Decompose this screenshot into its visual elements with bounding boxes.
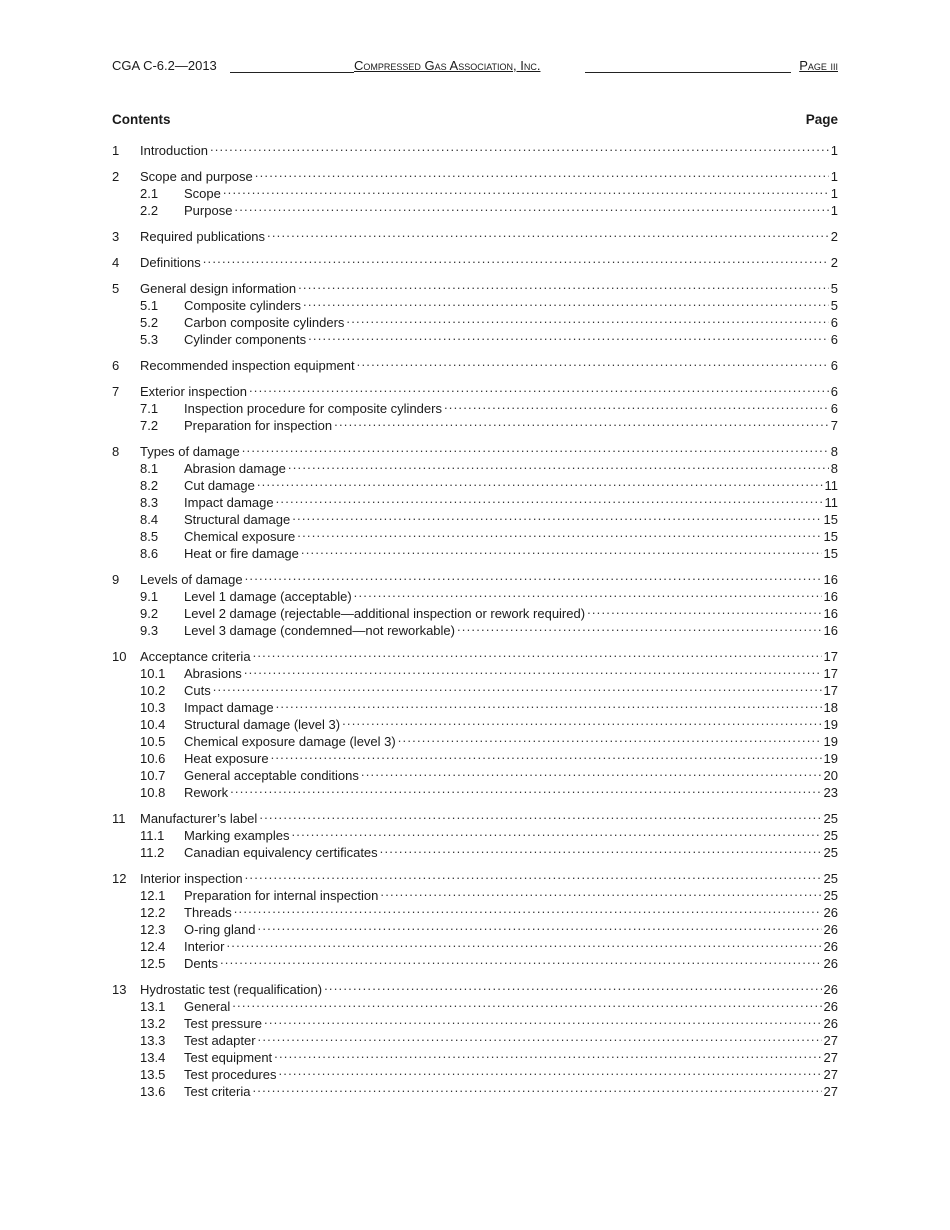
toc-dot-leader — [234, 900, 822, 917]
toc-dot-leader — [230, 780, 821, 797]
toc-entry-page: 1 — [830, 203, 838, 218]
toc-entry-number: 9.1 — [140, 589, 159, 604]
toc-entry-title: Cylinder components — [184, 332, 307, 347]
toc-entry-title: Composite cylinders — [184, 298, 302, 313]
toc-entry[interactable] — [112, 276, 838, 296]
toc-entry-number: 5.2 — [140, 315, 159, 330]
toc-section — [112, 276, 838, 347]
toc-entry-title: General — [184, 999, 231, 1014]
toc-entry-number: 12.5 — [140, 956, 166, 971]
toc-entry-number: 11.1 — [140, 828, 165, 843]
toc-entry-page: 26 — [823, 956, 838, 971]
toc-entry-number: 3 — [112, 229, 120, 244]
toc-dot-leader — [303, 293, 829, 310]
toc-subentry[interactable] — [112, 198, 838, 218]
toc-entry-title: Exterior inspection — [140, 384, 247, 399]
toc-entry-page: 16 — [823, 572, 838, 587]
toc-entry-number: 8.4 — [140, 512, 159, 527]
toc-dot-leader — [213, 678, 822, 695]
toc-entry-page: 8 — [830, 444, 838, 459]
toc-entry-page: 1 — [830, 169, 838, 184]
toc-dot-leader — [220, 951, 822, 968]
organization-name: Compressed Gas Association, Inc. — [354, 58, 541, 73]
toc-entry-title: Scope — [184, 186, 221, 201]
toc-entry-number: 7.2 — [140, 418, 159, 433]
toc-dot-leader — [223, 181, 829, 198]
toc-entry-page: 25 — [823, 828, 838, 843]
toc-dot-leader — [297, 524, 821, 541]
toc-entry[interactable] — [112, 866, 838, 886]
toc-dot-leader — [301, 541, 822, 558]
toc-dot-leader — [245, 567, 822, 584]
toc-entry-title: Carbon composite cylinders — [184, 315, 345, 330]
toc-entry-number: 13.5 — [140, 1067, 166, 1082]
toc-entry-number: 1 — [112, 143, 120, 158]
header-rule-right — [585, 72, 791, 73]
toc-dot-leader — [253, 644, 822, 661]
toc-entry-title: Manufacturer’s label — [140, 811, 258, 826]
toc-section — [112, 866, 838, 971]
toc-entry-page: 19 — [823, 751, 838, 766]
toc-entry-number: 8.3 — [140, 495, 159, 510]
toc-entry[interactable] — [112, 567, 838, 587]
toc-entry-title: Dents — [184, 956, 218, 971]
toc-entry-number: 10.3 — [140, 700, 166, 715]
toc-entry-title: General design information — [140, 281, 297, 296]
toc-section — [112, 806, 838, 860]
toc-dot-leader — [346, 310, 828, 327]
toc-dot-leader — [258, 1028, 822, 1045]
toc-entry-number: 12.3 — [140, 922, 166, 937]
toc-dot-leader — [361, 763, 822, 780]
toc-entry-page: 25 — [823, 888, 838, 903]
toc-entry-page: 17 — [823, 683, 838, 698]
toc-dot-leader — [276, 695, 822, 712]
toc-dot-leader — [398, 729, 822, 746]
toc-entry-title: Level 3 damage (condemned—not reworkable) — [184, 623, 455, 638]
toc-entry-title: Inspection procedure for composite cylinders — [184, 401, 442, 416]
toc-entry-number: 9.2 — [140, 606, 159, 621]
toc-entry-title: Canadian equivalency certificates — [184, 845, 378, 860]
toc-entry-title: Interior inspection — [140, 871, 243, 886]
toc-entry-number: 13.4 — [140, 1050, 166, 1065]
toc-entry-page: 16 — [823, 606, 838, 621]
toc-entry-title: Interior — [184, 939, 225, 954]
toc-entry-page: 15 — [823, 546, 838, 561]
toc-entry-number: 10.2 — [140, 683, 166, 698]
toc-section — [112, 164, 838, 218]
toc-dot-leader — [234, 198, 828, 215]
toc-entry-title: Level 2 damage (rejectable—additional inspection or rework required) — [184, 606, 586, 621]
toc-entry[interactable] — [112, 138, 838, 158]
toc-entry-title: Required publications — [140, 229, 266, 244]
toc-entry-title: Test pressure — [184, 1016, 263, 1031]
toc-dot-leader — [292, 823, 822, 840]
toc-dot-leader — [288, 456, 829, 473]
toc-subentry[interactable] — [112, 678, 838, 698]
toc-entry-page: 25 — [823, 845, 838, 860]
toc-dot-leader — [354, 584, 822, 601]
toc-entry-page: 25 — [823, 871, 838, 886]
toc-entry-number: 7 — [112, 384, 120, 399]
toc-entry-page: 8 — [830, 461, 838, 476]
toc-dot-leader — [279, 1062, 822, 1079]
toc-dot-leader — [444, 396, 829, 413]
toc-entry-page: 17 — [823, 649, 838, 664]
toc-dot-leader — [276, 490, 823, 507]
contents-title: Contents — [112, 112, 171, 127]
toc-dot-leader — [245, 866, 822, 883]
toc-dot-leader — [258, 917, 822, 934]
toc-entry-page: 27 — [823, 1033, 838, 1048]
toc-entry[interactable] — [112, 353, 838, 373]
toc-entry-page: 23 — [823, 785, 838, 800]
toc-dot-leader — [255, 164, 829, 181]
toc-entry-number: 8.1 — [140, 461, 159, 476]
toc-entry-page: 25 — [823, 811, 838, 826]
toc-section — [112, 977, 838, 1099]
toc-entry-page: 26 — [823, 922, 838, 937]
toc-dot-leader — [226, 934, 821, 951]
toc-dot-leader — [357, 353, 829, 370]
toc-entry-page: 2 — [830, 255, 838, 270]
toc-entry-page: 16 — [823, 589, 838, 604]
toc-entry-title: Levels of damage — [140, 572, 243, 587]
toc-entry-number: 5 — [112, 281, 120, 296]
toc-entry-number: 9.3 — [140, 623, 159, 638]
toc-entry-number: 8.6 — [140, 546, 159, 561]
toc-entry-title: Structural damage — [184, 512, 291, 527]
header-rule-left — [230, 72, 354, 73]
toc-entry-page: 7 — [830, 418, 838, 433]
toc-entry[interactable] — [112, 224, 838, 244]
toc-entry-page: 19 — [823, 734, 838, 749]
toc-entry-number: 2 — [112, 169, 120, 184]
toc-entry-number: 2.2 — [140, 203, 159, 218]
toc-entry-title: Abrasions — [184, 666, 242, 681]
toc-entry-number: 5.3 — [140, 332, 159, 347]
toc-dot-leader — [259, 806, 821, 823]
toc-entry[interactable] — [112, 379, 838, 399]
toc-dot-leader — [264, 1011, 821, 1028]
toc-entry-number: 10.6 — [140, 751, 166, 766]
toc-entry-page: 6 — [830, 401, 838, 416]
toc-dot-leader — [334, 413, 829, 430]
toc-entry-number: 10.7 — [140, 768, 166, 783]
toc-entry-page: 26 — [823, 939, 838, 954]
toc-entry-number: 6 — [112, 358, 120, 373]
toc-entry-page: 6 — [830, 384, 838, 399]
toc-dot-leader — [267, 224, 829, 241]
toc-entry-title: Test criteria — [184, 1084, 251, 1099]
toc-entry-number: 4 — [112, 255, 120, 270]
toc-entry-title: Heat exposure — [184, 751, 269, 766]
toc-dot-leader — [232, 994, 821, 1011]
toc-entry-title: Chemical exposure damage (level 3) — [184, 734, 396, 749]
toc-entry-title: Introduction — [140, 143, 208, 158]
toc-entry-page: 6 — [830, 358, 838, 373]
toc-entry-page: 26 — [823, 1016, 838, 1031]
toc-dot-leader — [342, 712, 821, 729]
toc-entry-page: 17 — [823, 666, 838, 681]
toc-section — [112, 250, 838, 270]
toc-entry-page: 16 — [823, 623, 838, 638]
toc-entry-title: Definitions — [140, 255, 201, 270]
toc-entry-title: Preparation for inspection — [184, 418, 333, 433]
toc-entry-number: 12.1 — [140, 888, 166, 903]
toc-entry-number: 13.3 — [140, 1033, 166, 1048]
toc-entry-page: 6 — [830, 332, 838, 347]
toc-section — [112, 224, 838, 244]
toc-entry-number: 13 — [112, 982, 127, 997]
toc-entry-page: 27 — [823, 1084, 838, 1099]
page-header — [112, 57, 838, 75]
toc-subentry[interactable] — [112, 951, 838, 971]
toc-entry-page: 5 — [830, 281, 838, 296]
toc-entry-title: Cut damage — [184, 478, 255, 493]
toc-entry-title: Threads — [184, 905, 232, 920]
toc-entry-number: 12.2 — [140, 905, 166, 920]
toc-entry-title: Hydrostatic test (requalification) — [140, 982, 323, 997]
toc-entry[interactable] — [112, 977, 838, 997]
table-of-contents — [112, 138, 838, 1105]
toc-section — [112, 567, 838, 638]
toc-entry-number: 7.1 — [140, 401, 159, 416]
toc-dot-leader — [271, 746, 822, 763]
toc-entry-number: 8 — [112, 444, 120, 459]
toc-section — [112, 644, 838, 800]
toc-entry-title: Purpose — [184, 203, 233, 218]
toc-entry-number: 10.1 — [140, 666, 166, 681]
toc-entry-title: Marking examples — [184, 828, 290, 843]
toc-entry-number: 2.1 — [140, 186, 159, 201]
toc-dot-leader — [308, 327, 829, 344]
toc-entry-number: 11 — [112, 811, 126, 826]
toc-entry-page: 18 — [823, 700, 838, 715]
toc-entry-number: 9 — [112, 572, 120, 587]
toc-entry-title: Acceptance criteria — [140, 649, 251, 664]
toc-entry-title: Chemical exposure — [184, 529, 296, 544]
toc-entry-number: 11.2 — [140, 845, 165, 860]
toc-dot-leader — [252, 1079, 821, 1096]
toc-entry-title: Impact damage — [184, 700, 274, 715]
document-id: CGA C-6.2—2013 — [112, 58, 217, 73]
toc-entry-number: 8.5 — [140, 529, 159, 544]
toc-dot-leader — [244, 661, 822, 678]
toc-entry-number: 13.2 — [140, 1016, 166, 1031]
contents-page-label: Page — [805, 112, 838, 127]
toc-dot-leader — [210, 138, 829, 155]
toc-entry-title: Recommended inspection equipment — [140, 358, 355, 373]
toc-section — [112, 353, 838, 373]
toc-entry-page: 19 — [823, 717, 838, 732]
toc-entry-number: 5.1 — [140, 298, 159, 313]
toc-section — [112, 379, 838, 433]
toc-entry-number: 12 — [112, 871, 127, 886]
toc-entry-page: 6 — [830, 315, 838, 330]
toc-entry-page: 11 — [824, 478, 838, 493]
toc-entry-title: Impact damage — [184, 495, 274, 510]
toc-entry-title: General acceptable conditions — [184, 768, 359, 783]
toc-dot-leader — [587, 601, 821, 618]
toc-entry-number: 10.8 — [140, 785, 166, 800]
toc-entry-title: Test adapter — [184, 1033, 256, 1048]
toc-dot-leader — [457, 618, 822, 635]
toc-entry-number: 8.2 — [140, 478, 159, 493]
toc-entry[interactable] — [112, 250, 838, 270]
toc-entry-title: Test procedures — [184, 1067, 277, 1082]
toc-entry-page: 1 — [830, 143, 838, 158]
toc-entry-title: Cuts — [184, 683, 211, 698]
toc-dot-leader — [380, 883, 821, 900]
toc-section — [112, 138, 838, 158]
toc-dot-leader — [203, 250, 829, 267]
toc-entry-title: Level 1 damage (acceptable) — [184, 589, 352, 604]
toc-entry-page: 1 — [830, 186, 838, 201]
toc-dot-leader — [380, 840, 822, 857]
toc-entry-number: 10 — [112, 649, 127, 664]
toc-entry[interactable] — [112, 644, 838, 664]
toc-entry[interactable] — [112, 439, 838, 459]
toc-entry-number: 10.4 — [140, 717, 166, 732]
toc-entry[interactable] — [112, 164, 838, 184]
toc-entry-page: 5 — [830, 298, 838, 313]
toc-entry-title: Preparation for internal inspection — [184, 888, 379, 903]
toc-entry-title: Structural damage (level 3) — [184, 717, 341, 732]
toc-entry-page: 26 — [823, 905, 838, 920]
toc-entry-page: 27 — [823, 1050, 838, 1065]
toc-entry-page: 26 — [823, 999, 838, 1014]
toc-entry-title: Scope and purpose — [140, 169, 253, 184]
toc-entry-title: Types of damage — [140, 444, 240, 459]
toc-entry[interactable] — [112, 806, 838, 826]
toc-entry-number: 12.4 — [140, 939, 166, 954]
toc-entry-title: Abrasion damage — [184, 461, 286, 476]
toc-dot-leader — [324, 977, 821, 994]
toc-entry-title: Test equipment — [184, 1050, 273, 1065]
toc-entry-page: 15 — [823, 512, 838, 527]
toc-entry-page: 27 — [823, 1067, 838, 1082]
toc-entry-page: 20 — [823, 768, 838, 783]
toc-entry-title: Heat or fire damage — [184, 546, 299, 561]
toc-subentry[interactable] — [112, 695, 838, 715]
toc-dot-leader — [298, 276, 829, 293]
contents-heading — [112, 111, 838, 129]
toc-entry-number: 13.6 — [140, 1084, 166, 1099]
toc-entry-number: 13.1 — [140, 999, 166, 1014]
toc-entry-page: 26 — [823, 982, 838, 997]
toc-dot-leader — [257, 473, 823, 490]
toc-dot-leader — [242, 439, 829, 456]
page-number: Page iii — [799, 58, 838, 73]
toc-dot-leader — [292, 507, 821, 524]
toc-entry-title: O-ring gland — [184, 922, 256, 937]
toc-entry-page: 15 — [823, 529, 838, 544]
toc-entry-title: Rework — [184, 785, 229, 800]
toc-entry-number: 10.5 — [140, 734, 166, 749]
toc-dot-leader — [274, 1045, 821, 1062]
toc-entry-page: 11 — [824, 495, 838, 510]
toc-dot-leader — [249, 379, 829, 396]
toc-section — [112, 439, 838, 561]
toc-entry-page: 2 — [830, 229, 838, 244]
